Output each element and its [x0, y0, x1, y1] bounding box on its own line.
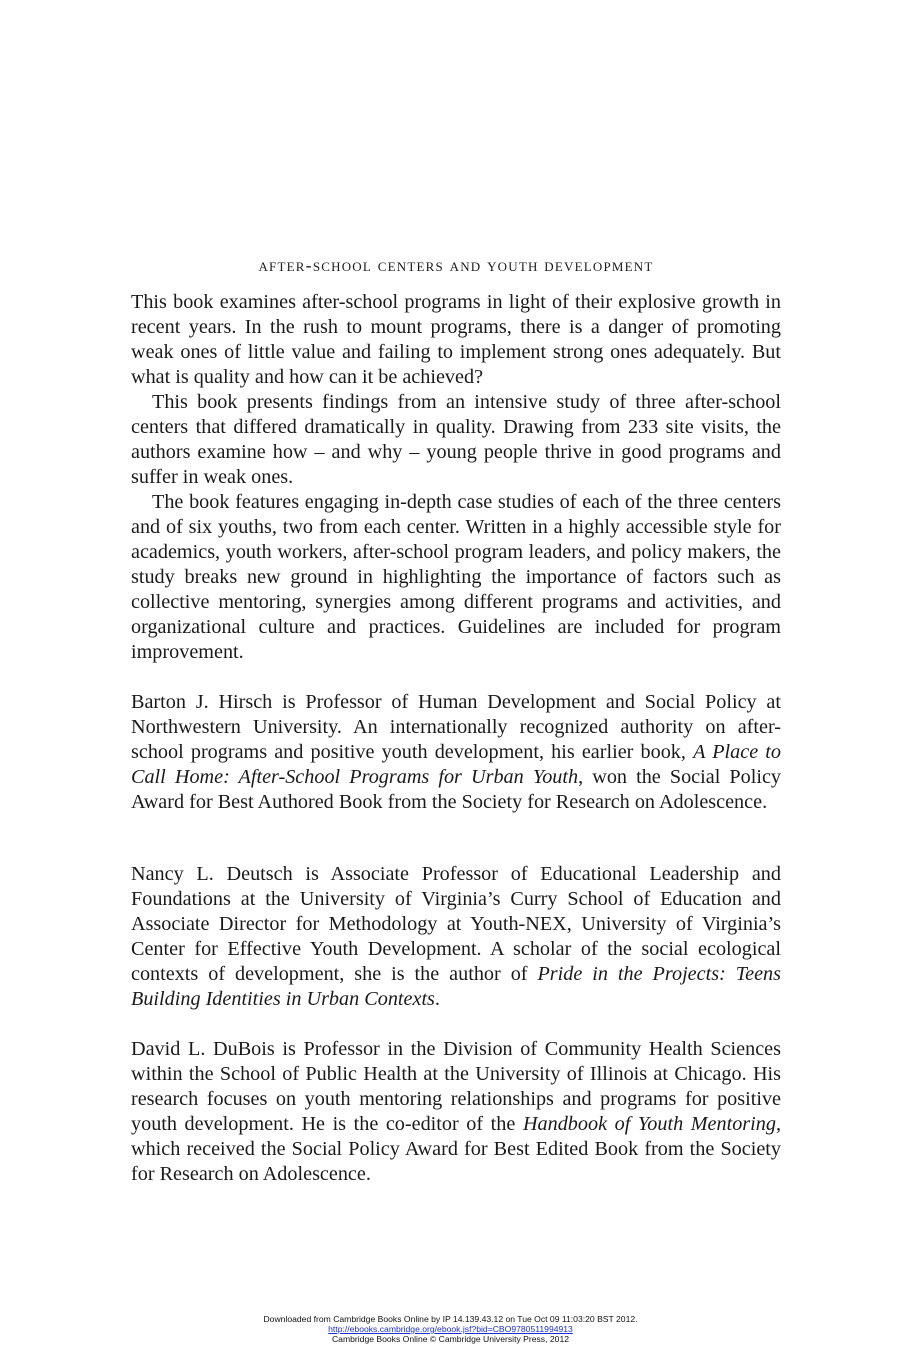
bio-text: , won the Social Policy Award for Best Authored Book from the Society for Research on Adolescence. [131, 766, 781, 813]
bio-text: Barton J. Hirsch is Professor of Human Development and Social Policy at Northwestern University. An internationally recognized authority on after-school programs and positive youth development, his earlier book, [131, 691, 781, 763]
book-title: A Place to Call Home: After-School Programs for Urban Youth [131, 741, 781, 788]
book-blurb [131, 290, 781, 665]
book-title: Handbook of Youth Mentoring [522, 1113, 776, 1135]
bio-paragraph [131, 690, 781, 815]
bio-paragraph [131, 1037, 781, 1187]
download-footer [0, 1314, 901, 1344]
blurb-paragraph-1: This book examines after-school programs in light of their explosive growth in recent years. In the rush to mount programs, there is a danger of promoting weak ones of little value and failing to implement strong ones adequately. But what is quality and how can it be achieved? [131, 291, 781, 388]
bio-text: Nancy L. Deutsch is Associate Professor of Educational Leadership and Foundations at the University of Virginia’s Curry School of Education and Associate Director for Methodology at Youth-NEX, University of Virginia’s Center for Effective Youth Development. A scholar of the social ecological contexts of development, she is the author of [131, 863, 781, 985]
bio-text: David L. DuBois is Professor in the Division of Community Health Sciences within the School of Public Health at the University of Illinois at Chicago. His research focuses on youth mentoring relationships and programs for positive youth development. He is the co-editor of the [131, 1038, 781, 1135]
author-bio-dubois [131, 1037, 781, 1187]
download-notice: Downloaded from Cambridge Books Online by IP 14.139.43.12 on Tue Oct 09 11:03:20 BST 2012. [263, 1314, 638, 1324]
bio-paragraph [131, 862, 781, 1012]
blurb-paragraph-2: This book presents findings from an intensive study of three after-school centers that differed dramatically in quality. Drawing from 233 site visits, the authors examine how – and why – young people thrive in good programs and suffer in weak ones. [131, 391, 781, 488]
author-bio-hirsch [131, 690, 781, 815]
author-bio-deutsch [131, 862, 781, 1012]
page-title: after-school centers and youth development [258, 255, 654, 275]
book-link[interactable]: http://ebooks.cambridge.org/ebook.jsf?bid=CBO9780511994913 [328, 1324, 573, 1334]
bio-text: , which received the Social Policy Award for Best Edited Book from the Society for Research on Adolescence. [131, 1113, 782, 1185]
copyright-notice: Cambridge Books Online © Cambridge University Press, 2012 [331, 1334, 570, 1344]
book-title: Pride in the Projects: Teens Building Identities in Urban Contexts [131, 963, 781, 1010]
blurb-paragraph-3: The book features engaging in-depth case studies of each of the three centers and of six youths, two from each center. Written in a highly accessible style for academics, youth workers, after-school program leaders, and policy makers, the study breaks new ground in highlighting the importance of factors such as collective mentoring, synergies among different programs and activities, and organizational culture and practices. Guidelines are included for program improvement. [131, 491, 781, 663]
bio-text: . [434, 988, 440, 1010]
